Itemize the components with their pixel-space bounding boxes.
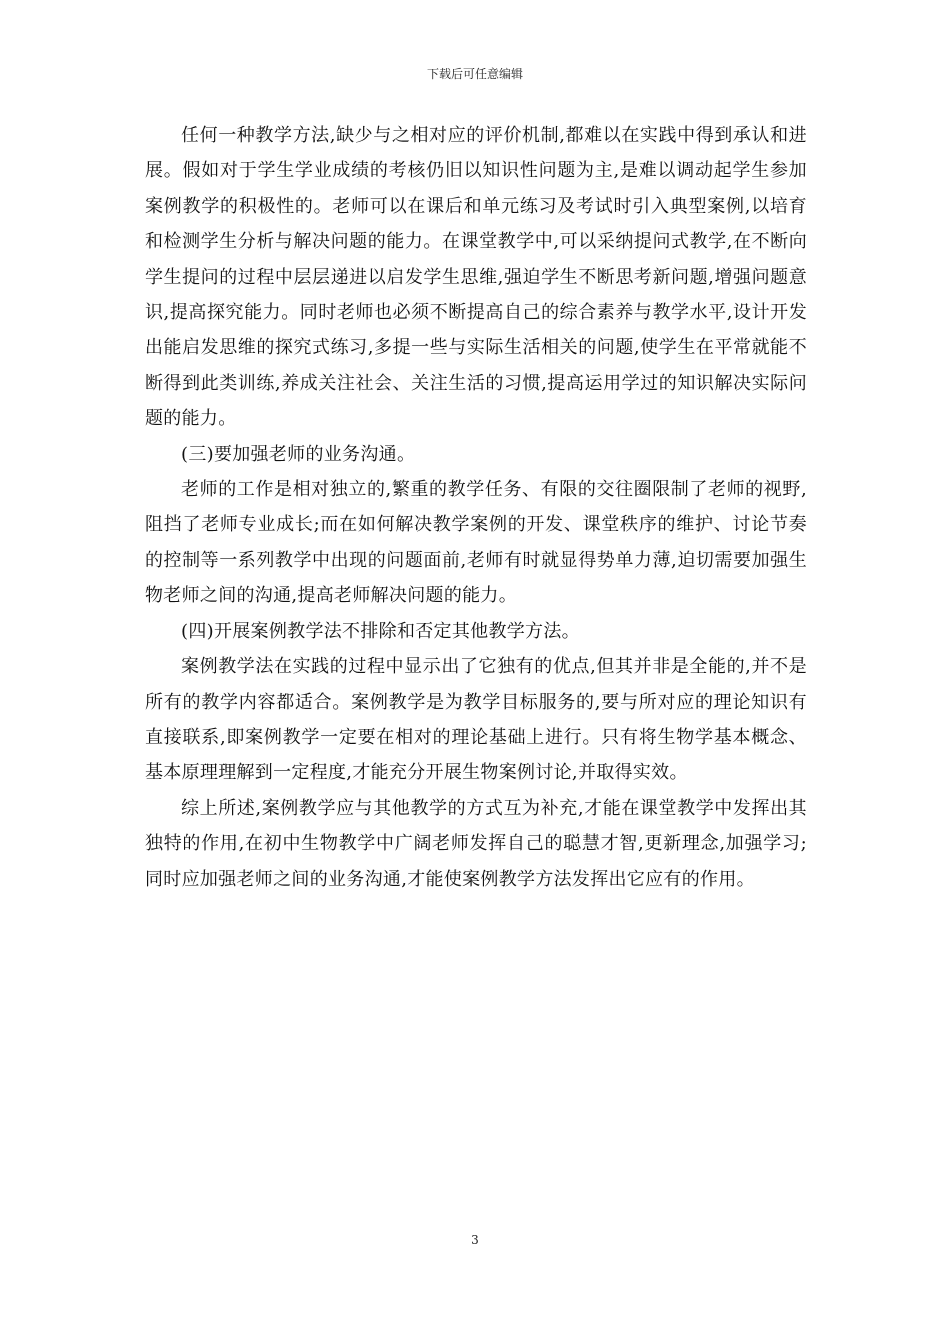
page-header: 下载后可任意编辑	[426, 67, 523, 81]
paragraph-case-method: 案例教学法在实践的过程中显示出了它独有的优点,但其并非是全能的,并不是所有的教学内容都适合。案例教学是为教学目标服务的,要与所对应的理论知识有直接联系,即案例教学一定要在相对的理论基础上进行。只有将生物学基本概念、基本原理理解到一定程度,才能充分开展生物案例讨论,并取得实效。	[145, 656, 807, 784]
page-number: 3	[471, 1233, 479, 1247]
paragraph-communication: 老师的工作是相对独立的,繁重的教学任务、有限的交往圈限制了老师的视野,阻挡了老师专业成长;而在如何解决教学案例的开发、课堂秩序的维护、讨论节奏的控制等一系列教学中出现的问题面前,老师有时就显得势单力薄,迫切需要加强生物老师之间的沟通,提高老师解决问题的能力。	[145, 479, 807, 607]
paragraph-conclusion: 综上所述,案例教学应与其他教学的方式互为补充,才能在课堂教学中发挥出其独特的作用,在初中生物教学中广阔老师发挥自己的聪慧才智,更新理念,加强学习;同时应加强老师之间的业务沟通,才能使案例教学方法发挥出它应有的作用。	[145, 797, 807, 890]
document-body	[145, 118, 807, 897]
section-heading-4: (四)开展案例教学法不排除和否定其他教学方法。	[181, 620, 580, 642]
paragraph-evaluation: 任何一种教学方法,缺少与之相对应的评价机制,都难以在实践中得到承认和进展。假如对于学生学业成绩的考核仍旧以知识性问题为主,是难以调动起学生参加案例教学的积极性的。老师可以在课后和单元练习及考试时引入典型案例,以培育和检测学生分析与解决问题的能力。在课堂教学中,可以采纳提问式教学,在不断向学生提问的过程中层层递进以启发学生思维,强迫学生不断思考新问题,增强问题意识,提高探究能力。同时老师也必须不断提高自己的综合素养与教学水平,设计开发出能启发思维的探究式练习,多提一些与实际生活相关的问题,使学生在平常就能不断得到此类训练,养成关注社会、关注生活的习惯,提高运用学过的知识解决实际问题的能力。	[145, 125, 807, 430]
section-heading-3: (三)要加强老师的业务沟通。	[181, 443, 416, 465]
